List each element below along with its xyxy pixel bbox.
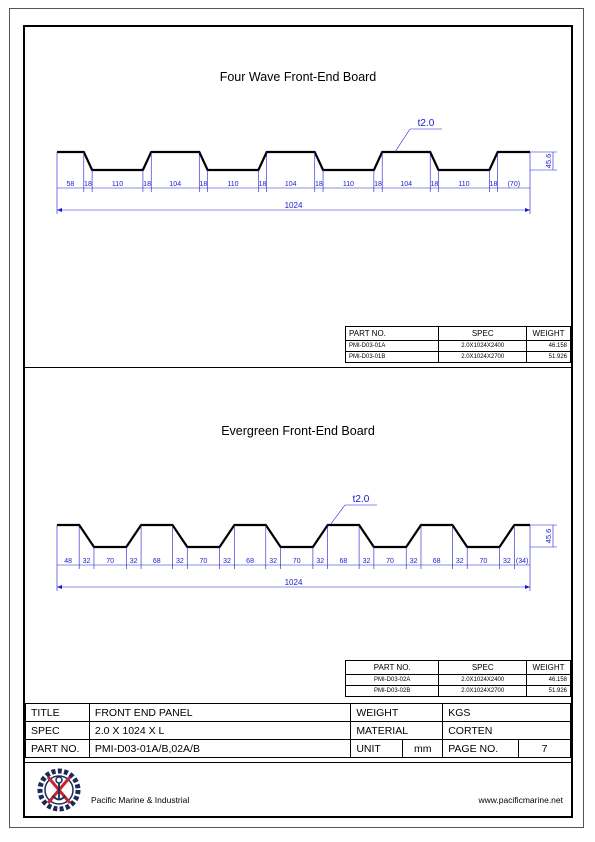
parts-cell-weight: 51.926 bbox=[527, 352, 571, 363]
dimension-label: 110 bbox=[227, 181, 239, 188]
parts-header-partno: PART NO. bbox=[346, 327, 439, 341]
dimension-label: 32 bbox=[409, 558, 418, 565]
dimension-label: 32 bbox=[455, 558, 464, 565]
overall-dimension-label: 1024 bbox=[284, 578, 303, 587]
dimension-label: 32 bbox=[129, 558, 138, 565]
view-a-profile-drawing bbox=[0, 100, 595, 340]
dimension-label: 18 bbox=[143, 181, 151, 188]
dimension-label: 18 bbox=[258, 181, 267, 188]
dimension-label: 32 bbox=[362, 558, 371, 565]
dimension-label: 68 bbox=[246, 558, 254, 565]
dimension-label: 68 bbox=[339, 558, 348, 565]
parts-cell-spec: 2.0X1024X2700 bbox=[439, 686, 527, 697]
panel-profile-line bbox=[57, 525, 530, 547]
dimension-label: 32 bbox=[82, 558, 91, 565]
dimension-label: 110 bbox=[458, 181, 470, 188]
unit-value: mm bbox=[403, 740, 443, 758]
title-label: TITLE bbox=[26, 704, 90, 722]
dimension-label: 48 bbox=[64, 558, 72, 565]
dimension-label: 110 bbox=[342, 181, 355, 188]
title-value: FRONT END PANEL bbox=[89, 704, 350, 722]
spec-label: SPEC bbox=[26, 722, 90, 740]
weight-value: KGS bbox=[443, 704, 571, 722]
dimension-label: 18 bbox=[489, 181, 498, 188]
page-label: PAGE NO. bbox=[443, 740, 519, 758]
company-logo-icon bbox=[35, 766, 83, 814]
height-dimension-label: 45.6 bbox=[544, 153, 553, 169]
view-a-title: Four Wave Front-End Board bbox=[219, 70, 377, 84]
title-block-row bbox=[26, 704, 571, 722]
parts-header-partno: PART NO. bbox=[346, 661, 439, 675]
section-divider bbox=[25, 367, 571, 368]
dimension-label: 68 bbox=[432, 558, 441, 565]
dimension-label: 70 bbox=[106, 558, 115, 565]
dimension-label: 32 bbox=[175, 558, 184, 565]
overall-dimension-label: 1024 bbox=[284, 201, 303, 210]
leader-line bbox=[395, 129, 410, 152]
company-website: www.pacificmarine.net bbox=[478, 795, 563, 805]
unit-label: UNIT bbox=[351, 740, 403, 758]
parts-cell-spec: 2.0X1024X2700 bbox=[439, 352, 527, 363]
height-dimension-label: 45.6 bbox=[544, 528, 553, 544]
parts-cell-weight: 51.926 bbox=[527, 686, 571, 697]
partno-value: PMI-D03-01A/B,02A/B bbox=[89, 740, 350, 758]
weight-label: WEIGHT bbox=[351, 704, 443, 722]
arrow-head bbox=[525, 208, 530, 212]
footer bbox=[25, 762, 571, 817]
leader-line bbox=[330, 505, 345, 525]
partno-label: PART NO. bbox=[26, 740, 90, 758]
parts-cell-partno: PMI-D03-02A bbox=[346, 675, 439, 686]
parts-header-spec: SPEC bbox=[439, 661, 527, 675]
table-row bbox=[346, 341, 571, 352]
dimension-label: 70 bbox=[199, 558, 208, 565]
panel-profile-line bbox=[57, 152, 530, 170]
dimension-label: 32 bbox=[503, 558, 511, 565]
view-a-parts-table bbox=[345, 326, 571, 363]
parts-cell-spec: 2.0X1024X2400 bbox=[439, 341, 527, 352]
page-value: 7 bbox=[519, 740, 571, 758]
dimension-label: 110 bbox=[111, 181, 124, 188]
view-b-parts-table bbox=[345, 660, 571, 697]
dimension-label: 18 bbox=[315, 181, 323, 188]
dimension-label: (34) bbox=[515, 558, 529, 565]
parts-cell-partno: PMI-D03-01A bbox=[346, 341, 439, 352]
dimension-label: 70 bbox=[292, 558, 301, 565]
arrow-head bbox=[57, 585, 62, 589]
title-block-row bbox=[26, 740, 571, 758]
dimension-label: 18 bbox=[374, 181, 382, 188]
parts-cell-partno: PMI-D03-01B bbox=[346, 352, 439, 363]
title-block bbox=[25, 703, 571, 758]
parts-header-spec: SPEC bbox=[439, 327, 527, 341]
table-row bbox=[346, 675, 571, 686]
dimension-label: 104 bbox=[169, 181, 182, 188]
table-row bbox=[346, 686, 571, 697]
dimension-label: 32 bbox=[316, 558, 325, 565]
arrow-head bbox=[525, 585, 530, 589]
thickness-label: t2.0 bbox=[352, 494, 370, 505]
material-label: MATERIAL bbox=[351, 722, 443, 740]
view-b-title: Evergreen Front-End Board bbox=[221, 424, 375, 438]
dimension-label: (70) bbox=[507, 181, 521, 188]
table-row bbox=[346, 352, 571, 363]
dimension-label: 32 bbox=[269, 558, 278, 565]
dimension-label: 18 bbox=[84, 181, 92, 188]
arrow-head bbox=[57, 208, 62, 212]
material-value: CORTEN bbox=[443, 722, 571, 740]
parts-header-weight: WEIGHT bbox=[527, 661, 571, 675]
spec-value: 2.0 X 1024 X L bbox=[89, 722, 350, 740]
dimension-label: 32 bbox=[223, 558, 231, 565]
thickness-label: t2.0 bbox=[417, 118, 435, 129]
parts-cell-weight: 46.158 bbox=[527, 341, 571, 352]
company-name: Pacific Marine & Industrial bbox=[91, 795, 190, 805]
dimension-label: 18 bbox=[430, 181, 439, 188]
parts-cell-spec: 2.0X1024X2400 bbox=[439, 675, 527, 686]
dimension-label: 58 bbox=[66, 181, 75, 188]
dimension-label: 104 bbox=[284, 181, 297, 188]
dimension-label: 68 bbox=[152, 558, 161, 565]
parts-cell-partno: PMI-D03-02B bbox=[346, 686, 439, 697]
parts-header-weight: WEIGHT bbox=[527, 327, 571, 341]
dimension-label: 70 bbox=[386, 558, 394, 565]
dimension-label: 70 bbox=[479, 558, 488, 565]
title-block-row bbox=[26, 722, 571, 740]
dimension-label: 104 bbox=[400, 181, 413, 188]
dimension-label: 18 bbox=[199, 181, 208, 188]
parts-cell-weight: 46.158 bbox=[527, 675, 571, 686]
